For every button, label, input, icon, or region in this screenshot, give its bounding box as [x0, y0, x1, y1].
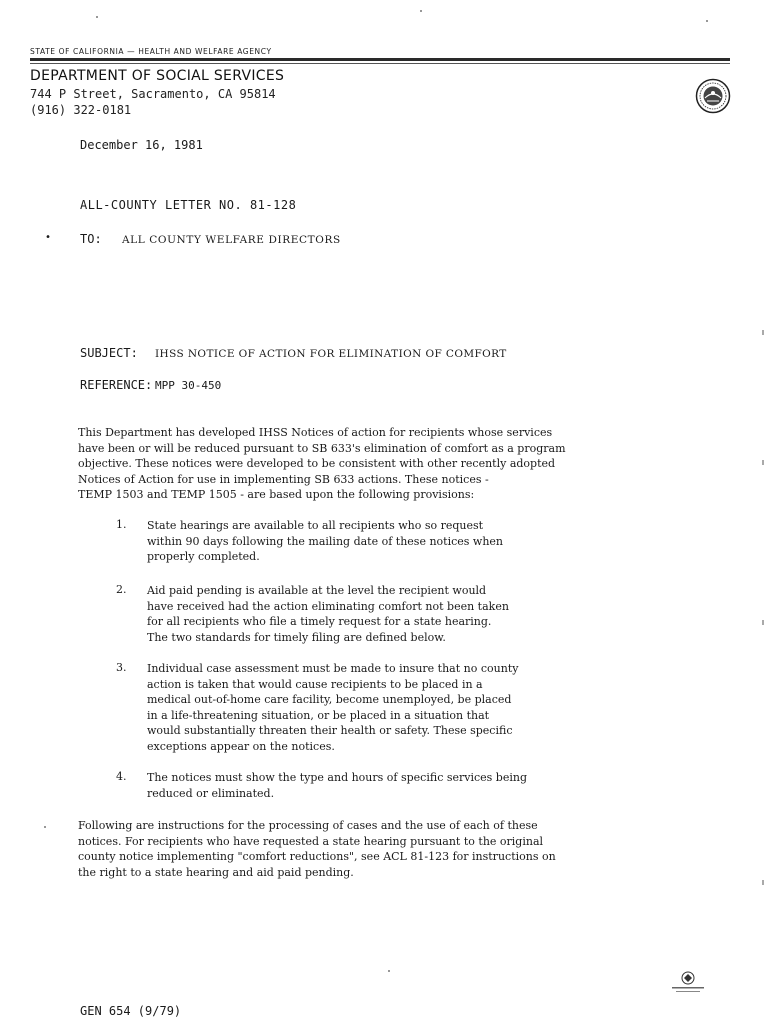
reference-label: REFERENCE:	[80, 378, 153, 392]
subject-value: IHSS NOTICE OF ACTION FOR ELIMINATION OF COMFORT	[155, 348, 507, 360]
scan-edge-mark	[762, 460, 764, 465]
form-number: GEN 654 (9/79)	[80, 1004, 182, 1018]
state-seal-icon	[695, 78, 731, 114]
printer-logo-icon	[668, 968, 708, 998]
scan-speck	[44, 826, 46, 828]
bullet-mark: •	[45, 232, 52, 243]
list-item-text: State hearings are available to all recipients who so request within 90 days following the mailing date of these notices when properly completed.	[147, 519, 504, 563]
list-item-number: 3.	[116, 661, 127, 674]
scan-edge-mark	[762, 880, 764, 885]
closing-paragraph: Following are instructions for the processing of cases and the use of each of these notices. For recipients who have requested a state hearing pursuant to the original county notice implementing "comfort reductions", see ACL 81-123 for instructions on the right to a state hearing and aid paid pending.	[78, 819, 556, 879]
scan-speck	[96, 16, 98, 18]
scan-speck	[388, 970, 390, 972]
letterhead-rule-thin	[30, 63, 730, 64]
list-item-number: 2.	[116, 583, 127, 596]
list-item-number: 1.	[116, 518, 127, 531]
address-phone: (916) 322-0181	[30, 103, 132, 117]
scan-edge-mark	[762, 330, 764, 335]
department-name: DEPARTMENT OF SOCIAL SERVICES	[30, 68, 285, 84]
scan-edge-mark	[762, 620, 764, 625]
list-item-number: 4.	[116, 770, 127, 783]
reference-value: MPP 30-450	[155, 379, 222, 392]
letter-date: December 16, 1981	[80, 138, 203, 152]
letter-number: ALL-COUNTY LETTER NO. 81-128	[80, 198, 297, 212]
letterhead-rule	[30, 58, 730, 61]
to-label: TO:	[80, 232, 102, 246]
address-street: 744 P Street, Sacramento, CA 95814	[30, 87, 276, 101]
scan-speck	[420, 10, 422, 12]
intro-paragraph: This Department has developed IHSS Notices of action for recipients whose services have been or will be reduced pursuant to SB 633's elimination of comfort as a program objective. These notices were developed to be consistent with other recently adopted Notices of Action for use in implementing SB 633 actions. These notices - TEMP 1503 and TEMP 1505 - are based upon the following provisions:	[78, 426, 566, 501]
subject-label: SUBJECT:	[80, 346, 138, 360]
list-item-text: Individual case assessment must be made to insure that no county action is taken that would cause recipients to be placed in a medical out-of-home care facility, become unemployed, be placed in a life-threatening situation, or be placed in a situation that would substantially threaten their health or safety. These specific exceptions appear on the notices.	[147, 662, 519, 753]
agency-line: STATE OF CALIFORNIA — HEALTH AND WELFARE AGENCY	[30, 47, 272, 56]
list-item-text: Aid paid pending is available at the level the recipient would have received had the action eliminating comfort not been taken for all recipients who file a timely request for a state hearing. The two standards for timely filing are defined below.	[147, 584, 509, 644]
to-recipients: ALL COUNTY WELFARE DIRECTORS	[122, 234, 341, 246]
scan-speck	[706, 20, 708, 22]
list-item-text: The notices must show the type and hours of specific services being reduced or eliminated.	[147, 771, 528, 800]
